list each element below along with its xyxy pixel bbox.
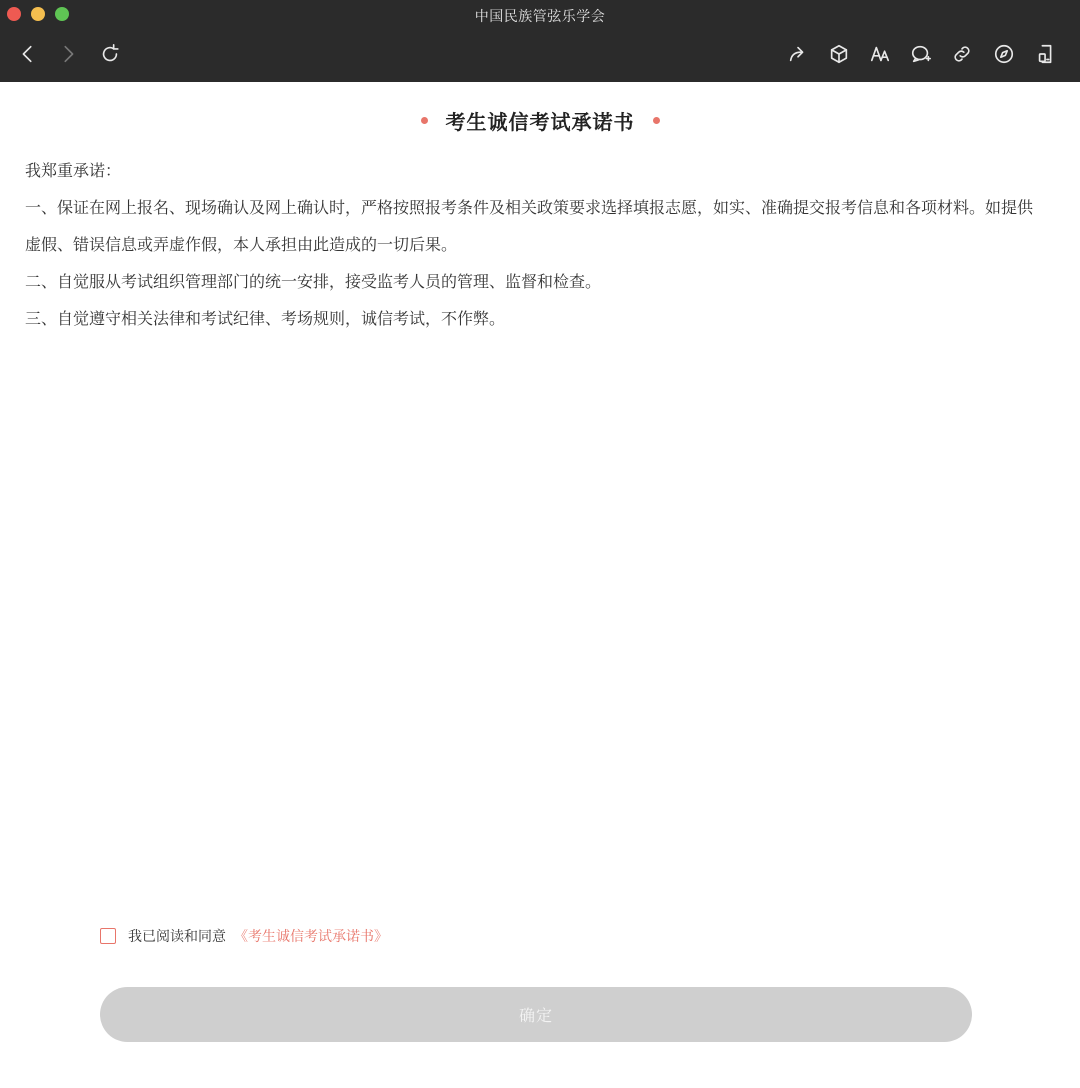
agree-checkbox[interactable]	[100, 928, 116, 944]
window-chrome	[0, 0, 1080, 82]
agree-label: 我已阅读和同意	[128, 929, 226, 945]
font-size-button[interactable]	[866, 42, 894, 70]
reload-icon	[99, 43, 121, 69]
comment-icon	[910, 43, 932, 69]
toolbar	[0, 34, 1080, 78]
share-icon	[787, 43, 809, 69]
back-button[interactable]	[14, 42, 42, 70]
agreement-row	[100, 922, 388, 950]
window-title: 中国民族管弦乐学会	[474, 9, 606, 25]
page-content	[0, 82, 1080, 1088]
font-size-icon	[869, 43, 891, 69]
title-bar	[0, 0, 1080, 30]
forward-button[interactable]	[54, 42, 82, 70]
cube-button[interactable]	[825, 42, 853, 70]
paragraph-3: 三、自觉遵守相关法律和考试纪律、考场规则，诚信考试，不作弊。	[25, 309, 506, 328]
device-button[interactable]	[1032, 42, 1060, 70]
back-icon	[17, 43, 39, 69]
paragraph-1: 一、保证在网上报名、现场确认及网上确认时，严格按照报考条件及相关政策要求选择填报志愿，如实、准确提交报考信息和各项材料。如提供虚假、错误信息或弄虚作假，本人承担由此造成的一切后果。	[25, 198, 1034, 254]
paragraph-intro: 我郑重承诺：	[25, 161, 122, 180]
title-dot-right	[653, 117, 660, 124]
compass-button[interactable]	[990, 42, 1018, 70]
link-icon	[951, 43, 973, 69]
document-body	[25, 152, 1035, 337]
document-header	[0, 104, 1080, 136]
compass-icon	[993, 43, 1015, 69]
comment-button[interactable]	[907, 42, 935, 70]
cube-icon	[828, 43, 850, 69]
confirm-button[interactable]: 确定	[100, 987, 972, 1042]
pledge-link[interactable]: 《考生诚信考试承诺书》	[234, 929, 388, 945]
reload-button[interactable]	[96, 42, 124, 70]
share-button[interactable]	[784, 42, 812, 70]
paragraph-2: 二、自觉服从考试组织管理部门的统一安排，接受监考人员的管理、监督和检查。	[25, 272, 602, 291]
forward-icon	[57, 43, 79, 69]
title-dot-left	[421, 117, 428, 124]
document-title: 考生诚信考试承诺书	[445, 109, 635, 134]
link-button[interactable]	[948, 42, 976, 70]
device-icon	[1035, 43, 1057, 69]
